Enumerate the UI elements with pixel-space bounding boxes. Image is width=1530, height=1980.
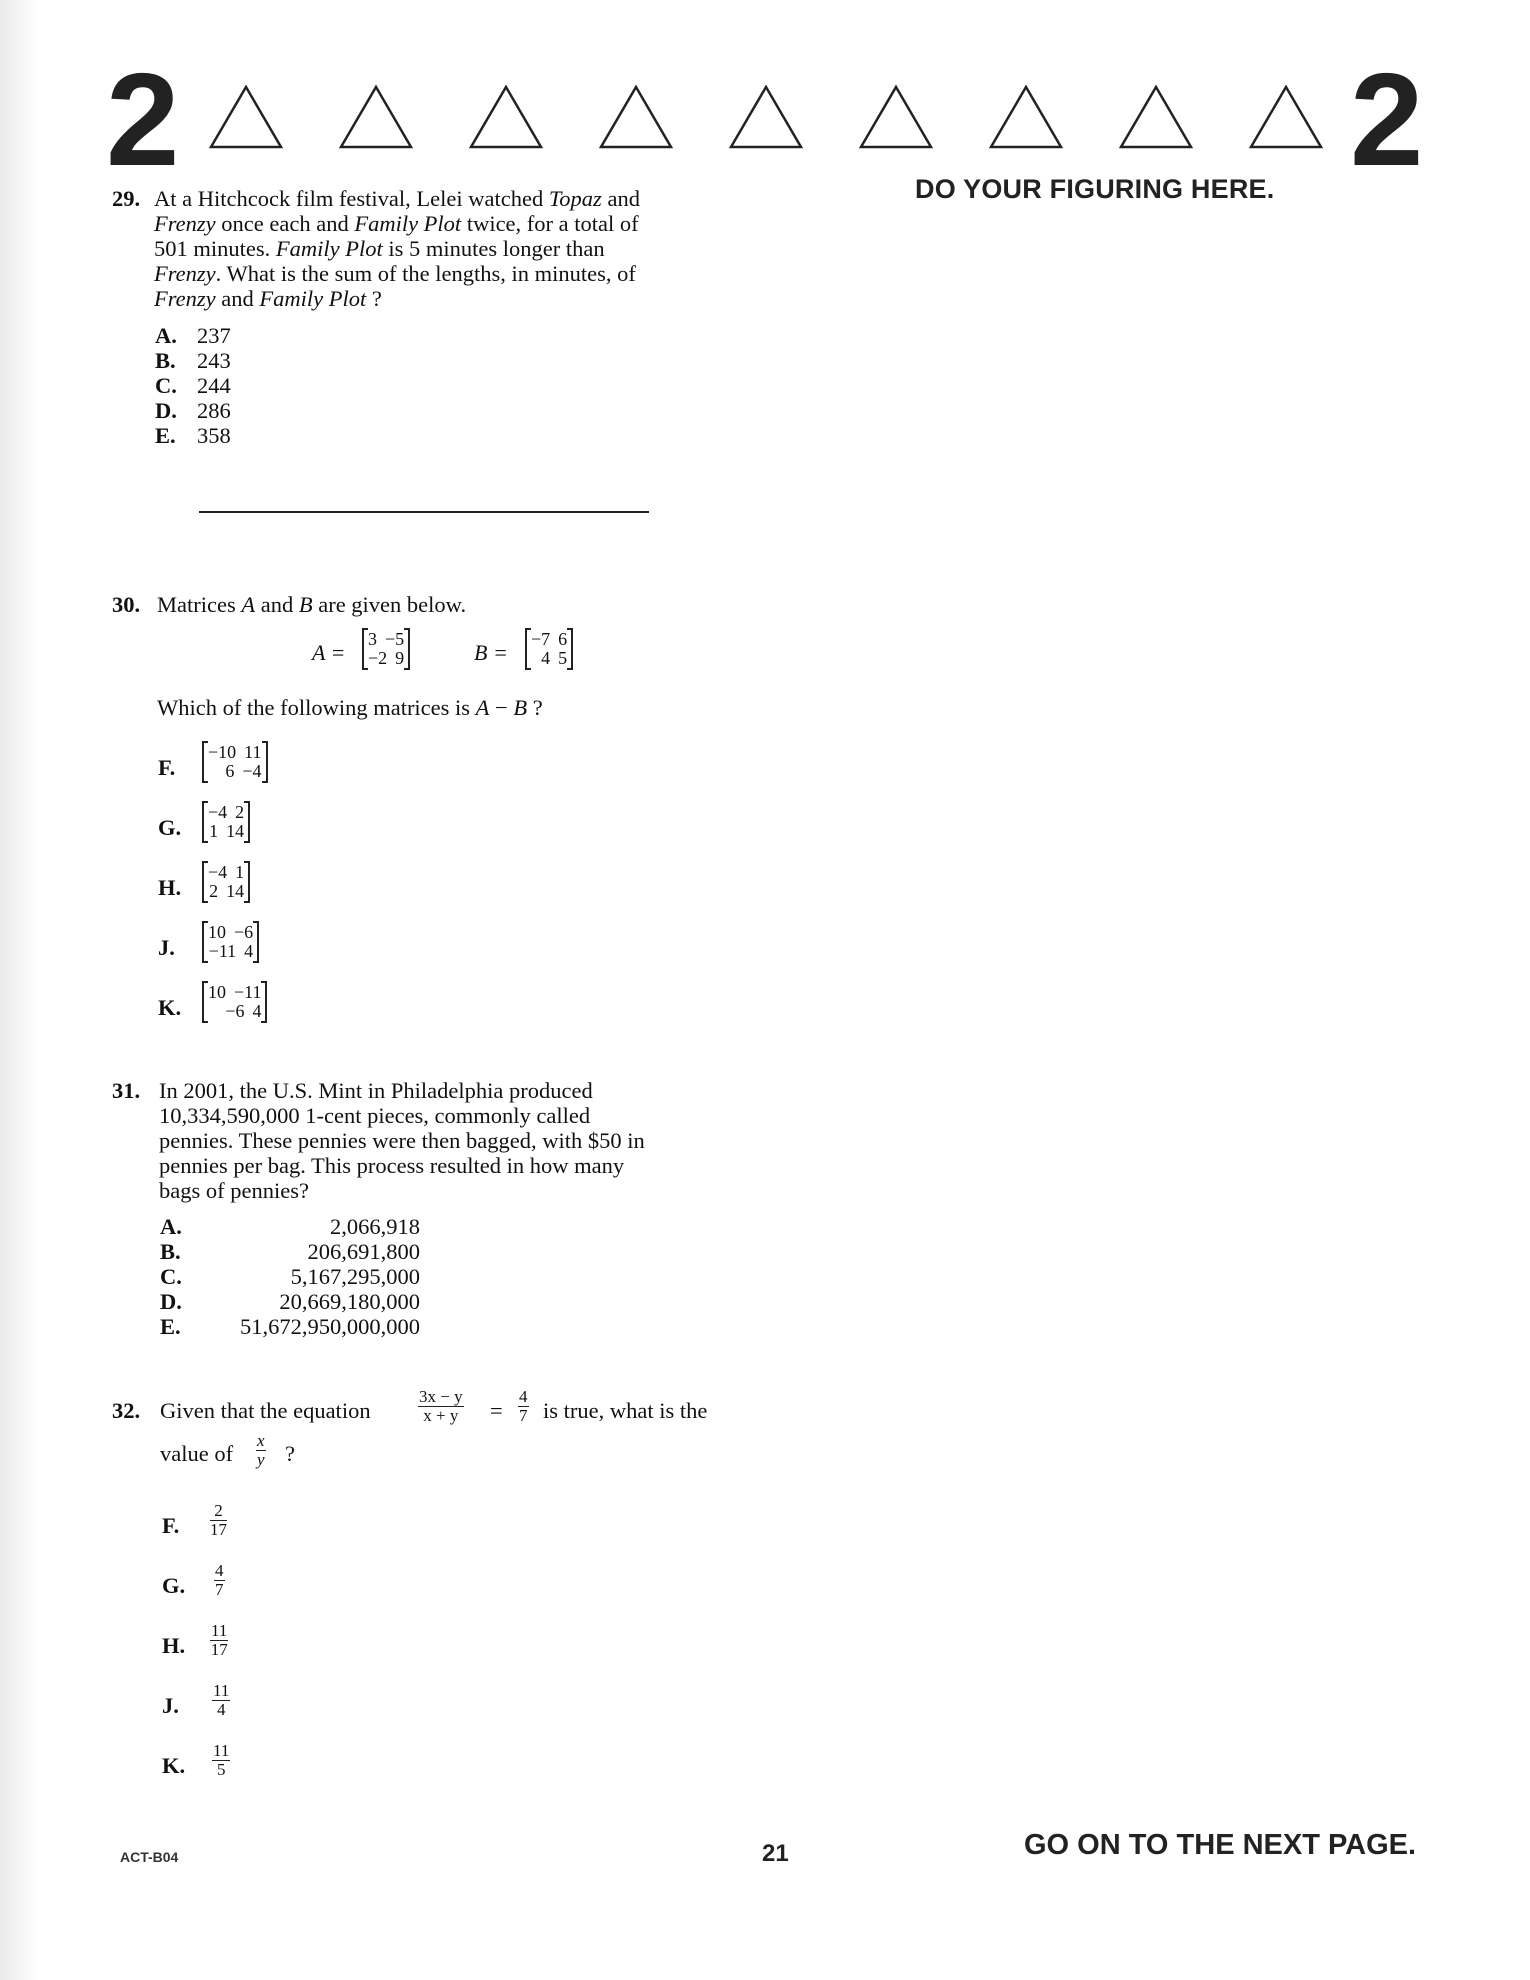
section-divider [199, 511, 649, 513]
question-text: value of [160, 1441, 234, 1466]
question-line: Frenzy and Family Plot ? [154, 286, 382, 311]
next-page-note: GO ON TO THE NEXT PAGE. [1024, 1829, 1417, 1861]
triangle-icon [598, 84, 674, 150]
question-number: 30. [112, 592, 141, 617]
answer-matrix[interactable]: 10 −11 −6 4 [202, 982, 267, 1022]
question-text: Matrices A and B are given below. [157, 592, 467, 617]
question-line: bags of pennies? [159, 1178, 309, 1203]
matrix-b: −7 6 4 5 [525, 629, 573, 669]
answer-matrix[interactable]: −10 11 6 −4 [202, 742, 268, 782]
question-text [154, 186, 850, 311]
question-text: Given that the equation [160, 1398, 371, 1423]
answer-matrix[interactable]: −4 1 2 14 [202, 862, 250, 902]
answer-fraction[interactable]: $\frac{11}{17}$ [210, 1621, 228, 1659]
section-number-left: 2 [106, 46, 180, 193]
test-page: 2 2 DO YOUR FIGURING HERE. 29. At a Hitchcock film festival, Lelei watched Topaz and Frenzy once each and Family Plot twice, for a total of 501 minutes. Family Plot is 5 minutes longer than Frenzy. What is the sum of the lengths, in minutes, of Frenzy and Family Plot ? A. 237 B. 243 C. 244 D. 286 E. 358 30. Matrices A and B are given below. A = 3 −5 −2 9 B = −7 6 4 5 Which of the following matrices is A − B ? F. −10 11 6 −4 G. −4 2 1 14 H. −4 1 2 14 J. 10 −6 −11 4 K. 10 −11 −6 4 31. In 2001, the U.S. Mint in Philadelphia produced 10,334,590,000 1-cent pieces, commonly called pennies. These pennies were then bagged, with $50 in pennies per bag. This process resulted in how many bags of pennies? A. 2,066,918 B. 206,691,800 C. 5,167,295,000 D. 20,669,180,000 E. 51,672,950,000,000 32. Given that the equation $\frac{3x - y}{x + y}$ = $\frac{4}{7}$ is true, what is the value of $\frac{x}{y}$ ? F. $\frac{2}{17}$ G. $\frac{4}{7}$ H. $\frac{11}{17}$ J. $\frac{11}{4}$ K. $\frac{11}{5}$ ACT-B04 21 GO ON TO THE NEXT PAGE. [0, 0, 1530, 1980]
matrix-a-label: A = [312, 640, 346, 665]
question-line: Frenzy. What is the sum of the lengths, in minutes, of [154, 261, 636, 286]
triangle-icon [208, 84, 284, 150]
answer-matrix[interactable]: 10 −6 −11 4 [202, 922, 259, 962]
triangle-icon [1248, 84, 1324, 150]
question-prompt: Which of the following matrices is A − B ? [157, 695, 543, 720]
question-text [159, 1078, 739, 1203]
triangle-icon [1118, 84, 1194, 150]
matrix-a: 3 −5 −2 9 [362, 629, 410, 669]
question-line: 501 minutes. Family Plot is 5 minutes longer than [154, 236, 605, 261]
question-line: pennies. These pennies were then bagged, with $50 in [159, 1128, 645, 1153]
triangle-icon [728, 84, 804, 150]
question-line: Frenzy once each and Family Plot twice, for a total of [154, 211, 639, 236]
equation-rhs-fraction: $\frac{4}{7}$ [519, 1387, 528, 1425]
triangle-icon [338, 84, 414, 150]
page-number: 21 [762, 1840, 789, 1867]
question-line: In 2001, the U.S. Mint in Philadelphia produced [159, 1078, 593, 1103]
question-number: 31. [112, 1078, 141, 1103]
question-number: 32. [112, 1398, 141, 1423]
scan-edge-shadow [0, 0, 38, 1980]
question-line: 10,334,590,000 1-cent pieces, commonly called [159, 1103, 591, 1128]
answer-fraction[interactable]: $\frac{4}{7}$ [215, 1561, 224, 1599]
answer-fraction[interactable]: $\frac{11}{5}$ [213, 1741, 230, 1779]
triangle-icon [858, 84, 934, 150]
answer-fraction[interactable]: $\frac{11}{4}$ [213, 1681, 230, 1719]
question-mark: ? [285, 1441, 295, 1466]
question-text: is true, what is the [543, 1398, 708, 1423]
question-line: pennies per bag. This process resulted in how many [159, 1153, 625, 1178]
section-number-right: 2 [1350, 46, 1424, 193]
answer-matrix[interactable]: −4 2 1 14 [202, 802, 250, 842]
matrix-b-label: B = [474, 640, 508, 665]
form-code: ACT-B04 [120, 1849, 179, 1865]
equals-sign: = [490, 1398, 503, 1423]
answer-fraction[interactable]: $\frac{2}{17}$ [210, 1501, 227, 1539]
triangle-icon [468, 84, 544, 150]
equation-fraction: $\frac{3x - y}{x + y}$ [419, 1387, 463, 1425]
question-number: 29. [112, 186, 141, 211]
figuring-note: DO YOUR FIGURING HERE. [915, 174, 1275, 204]
target-fraction: $\frac{x}{y}$ [257, 1431, 265, 1469]
triangle-icon [988, 84, 1064, 150]
question-line: At a Hitchcock film festival, Lelei watched Topaz and [154, 186, 640, 211]
